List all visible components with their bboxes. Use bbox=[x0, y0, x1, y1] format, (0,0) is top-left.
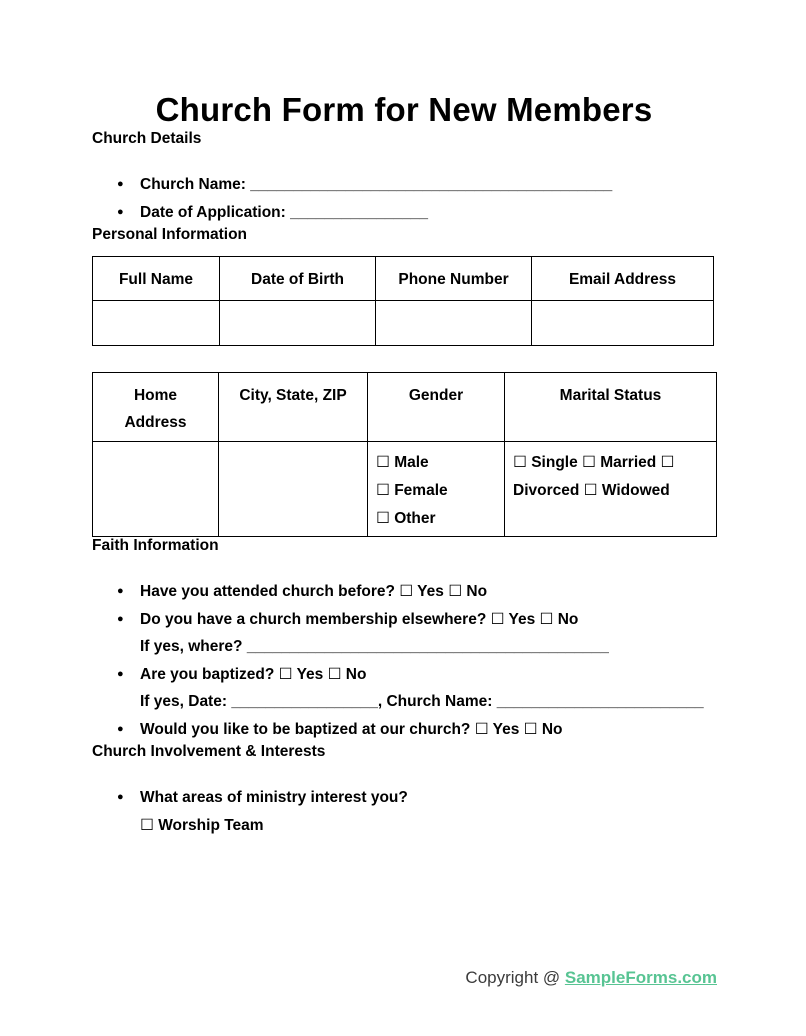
church-details-list bbox=[92, 171, 716, 226]
question-baptize-at-our-church bbox=[92, 716, 716, 744]
question-baptized-text: ● Are you baptized? ☐ Yes ☐ No bbox=[140, 665, 367, 683]
question-baptize-at-our-church-text: Would you like to be baptized at our church? ☐ Yes ☐ No bbox=[140, 720, 563, 738]
table-row bbox=[93, 442, 717, 537]
header-date-of-birth: Date of Birth bbox=[220, 257, 376, 301]
date-of-application-blank-line: ________________ bbox=[290, 203, 429, 221]
membership-followup-blank-line: __________________________________________ bbox=[246, 638, 609, 655]
table-header-row bbox=[93, 257, 714, 301]
table-header-row bbox=[93, 373, 717, 442]
cell-phone-number bbox=[376, 301, 532, 346]
question-baptized bbox=[92, 661, 716, 716]
ministry-option-worship-team: ☐ Worship Team bbox=[140, 816, 264, 834]
question-membership-elsewhere bbox=[92, 606, 716, 661]
cell-marital-status-options bbox=[505, 442, 717, 537]
cell-gender-options bbox=[368, 442, 505, 537]
church-details-heading: Church Details bbox=[92, 130, 202, 147]
header-home-address: Home Address bbox=[93, 373, 219, 442]
personal-info-table bbox=[92, 256, 714, 346]
baptized-church-blank-line: ________________________ bbox=[496, 693, 704, 710]
membership-followup bbox=[140, 633, 716, 661]
header-phone-number: Phone Number bbox=[376, 257, 532, 301]
cell-city-state-zip bbox=[219, 442, 368, 537]
church-involvement-heading: Church Involvement & Interests bbox=[92, 743, 326, 760]
involvement-list bbox=[92, 784, 716, 839]
question-membership-text: ● Do you have a church membership elsewhere? ☐ Yes ☐ No bbox=[140, 610, 579, 628]
gender-option-female: ☐ Female bbox=[376, 482, 448, 499]
membership-followup-label: If yes, where? bbox=[140, 638, 243, 655]
header-email-address: Email Address bbox=[532, 257, 714, 301]
table-row bbox=[93, 301, 714, 346]
cell-home-address bbox=[93, 442, 219, 537]
marital-status-line-1: ☐ Single ☐ Married ☐ bbox=[513, 454, 675, 471]
question-ministry-areas-text: ● What areas of ministry interest you? bbox=[140, 789, 408, 806]
cell-email-address bbox=[532, 301, 714, 346]
marital-status-line-2: Divorced ☐ Widowed bbox=[513, 482, 670, 499]
question-ministry-areas bbox=[92, 784, 716, 839]
copyright-text: Copyright @ bbox=[465, 968, 565, 987]
address-gender-table bbox=[92, 372, 717, 537]
header-gender: Gender bbox=[368, 373, 505, 442]
header-marital-status: Marital Status bbox=[505, 373, 717, 442]
faith-question-list bbox=[92, 578, 716, 743]
header-full-name: Full Name bbox=[93, 257, 220, 301]
date-of-application-label: Date of Application: bbox=[140, 203, 286, 221]
field-church-name bbox=[92, 171, 716, 199]
question-attended-church bbox=[92, 578, 716, 606]
baptized-followup bbox=[140, 688, 716, 716]
sampleforms-link[interactable]: SampleForms.com bbox=[564, 968, 717, 987]
personal-information-heading: Personal Information bbox=[92, 226, 248, 243]
faith-information-heading: Faith Information bbox=[92, 537, 219, 554]
baptized-date-blank-line: _________________ bbox=[231, 693, 378, 710]
church-name-label: Church Name: bbox=[140, 176, 246, 193]
header-city-state-zip: City, State, ZIP bbox=[219, 373, 368, 442]
field-date-of-application bbox=[92, 199, 716, 227]
baptized-date-label: If yes, Date: bbox=[140, 693, 228, 710]
gender-option-other: ☐ Other bbox=[376, 510, 436, 527]
baptized-church-label: , Church Name: bbox=[377, 693, 493, 710]
cell-date-of-birth bbox=[220, 301, 376, 346]
footer bbox=[465, 968, 717, 988]
question-attended-church-text: Have you attended church before? ☐ Yes ☐ No bbox=[140, 583, 488, 600]
page-title: Church Form for New Members bbox=[155, 91, 653, 128]
gender-option-male: ☐ Male bbox=[376, 454, 429, 471]
church-name-blank-line: __________________________________________ bbox=[250, 176, 613, 193]
cell-full-name bbox=[93, 301, 220, 346]
